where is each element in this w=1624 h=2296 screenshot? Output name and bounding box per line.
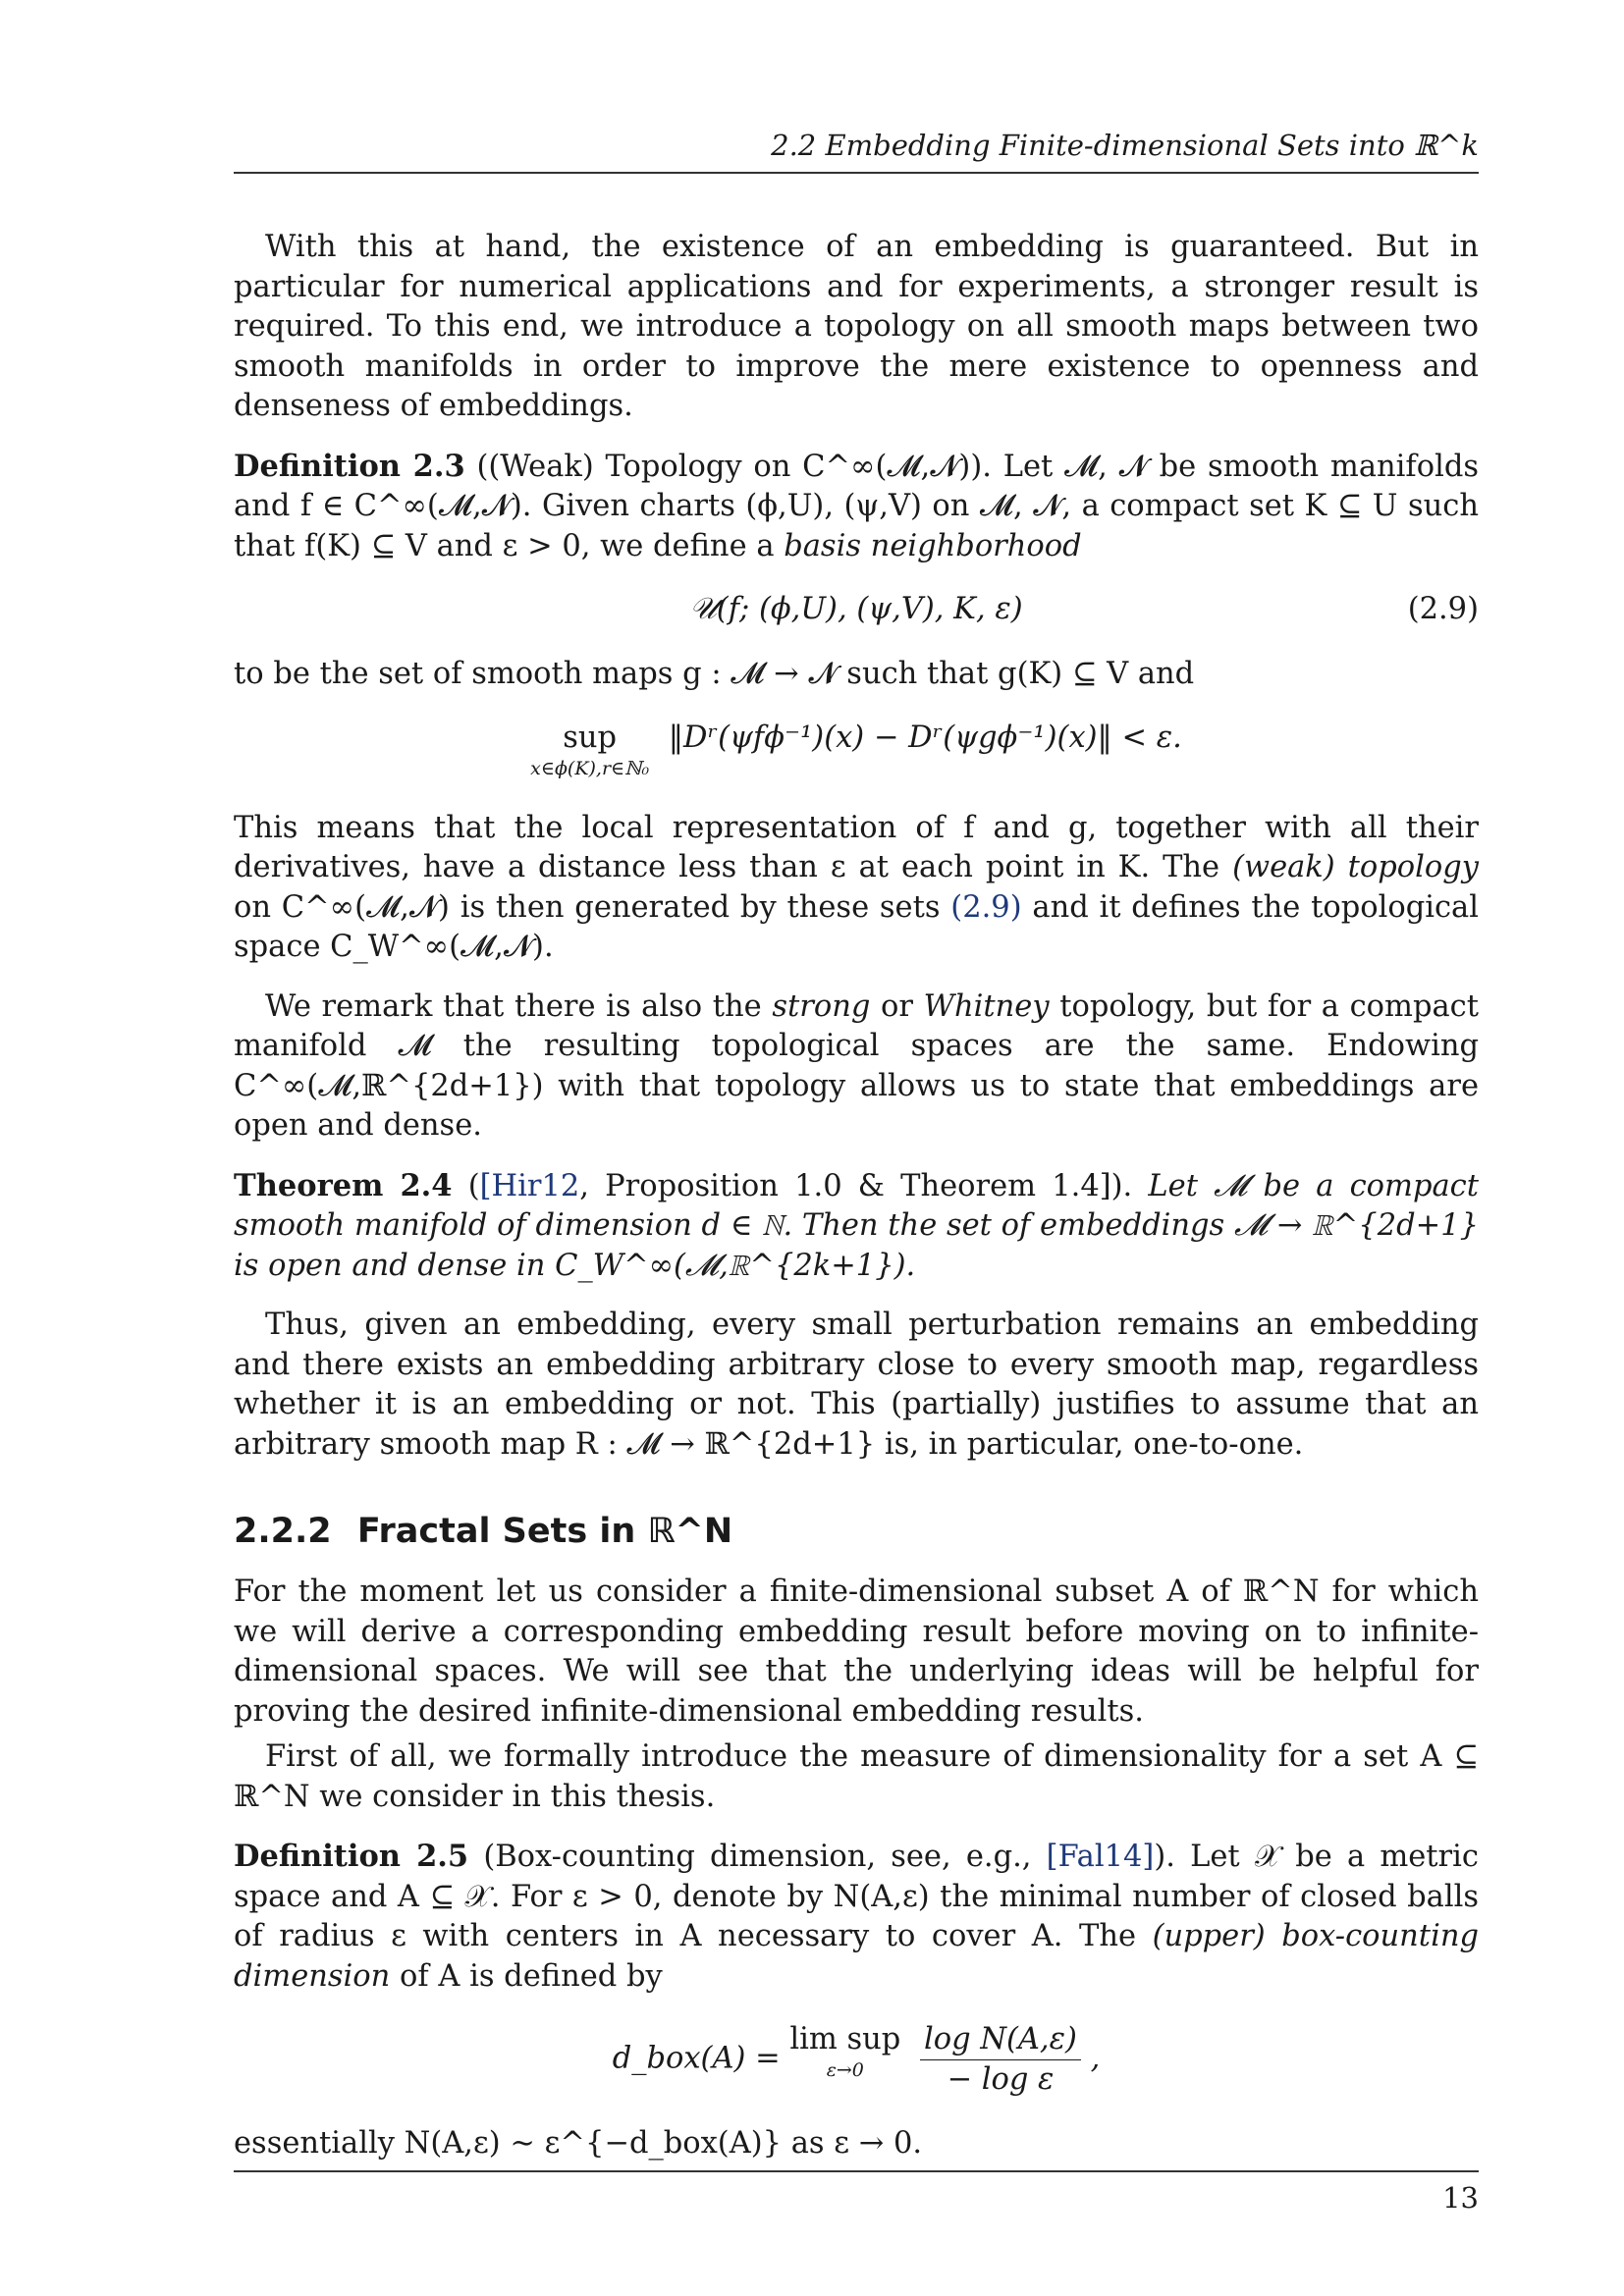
definition-2-3-explanation: This means that the local representation of f and g, together with all their derivatives, have a distance less than ε at each point in K. The (weak) topology on C^∞(𝓜,𝓝) is then generated by these sets (2.9) and it defines the topological space C_W^∞(𝓜,𝓝). [234,810,1479,964]
theorem-label: Theorem 2.4 [234,1167,453,1203]
definition-label: Definition 2.5 [234,1839,469,1874]
citation-link-fal14[interactable]: [Fal14] [1046,1840,1155,1874]
citation-link-hir12[interactable]: [Hir12 [479,1168,580,1203]
dbox-lhs: d_box(A) = [612,2041,790,2076]
page-body [234,228,1479,2184]
theorem-statement: Let 𝓜 be a compact smooth manifold of dimension d ∈ ℕ. Then the set of embeddings 𝓜 → ℝ^{2d+1} is open and dense in C_W^∞(𝓜,ℝ^{2k+1}). [234,1168,1480,1283]
sup-condition-equation [234,701,1479,803]
definition-title: ((Weak) Topology on C^∞(𝓜,𝓝)). [476,449,992,484]
paragraph-first: First of all, we formally introduce the measure of dimensionality for a set A ⊆ ℝ^N we consider in this thesis. [234,1739,1479,1814]
theorem-2-4: Theorem 2.4 ([Hir12, Proposition 1.0 & Theorem 1.4]). Let 𝓜 be a compact smooth manifold of dimension d ∈ ℕ. Then the set of embeddings 𝓜 → ℝ^{2d+1} is open and dense in C_W^∞(𝓜,ℝ^{2k+1}). [234,1167,1480,1283]
running-header: 2.2 Embedding Finite-dimensional Sets into ℝ^k [771,129,1479,162]
definition-text: Let 𝓜, 𝓝 be smooth manifolds and f ∈ C^∞(𝓜,𝓝). Given charts (ϕ,U), (ψ,V) on 𝓜, 𝓝, a compact set K ⊆ U such that f(K) ⊆ V and ε > 0, we define a [234,449,1479,563]
sup-body: ‖Dʳ(ψfϕ⁻¹)(x) − Dʳ(ψgϕ⁻¹)(x)‖ < ε. [668,720,1182,755]
sup-operator: sup x∈ϕ(K),r∈ℕ₀ [530,720,650,779]
definition-term: basis neighborhood [784,528,1082,563]
section-number: 2.2.2 [234,1512,332,1551]
paragraph-moment: For the moment let us consider a finite-dimensional subset A of ℝ^N for which we will derive a corresponding embedding result before moving on to infinite-dimensional spaces. We will see that the underlying ideas will be helpful for proving the desired infinite-dimensional embedding results. [234,1575,1479,1729]
fraction-denominator: − log ε [947,2062,1055,2097]
header-rule [234,172,1479,174]
footer-rule [234,2170,1479,2172]
box-dimension-equation: d_box(A) = lim sup ε→0 $\frac{\text{log N(A,ε)}}{\text{− log ε}}$ , [234,2002,1479,2118]
section-heading [234,1510,1479,1553]
paragraph-final: essentially N(A,ε) ∼ ε^{−d_box(A)} as ε → 0. [234,2126,923,2161]
page-number: 13 [1442,2181,1479,2215]
paragraph-remark: We remark that there is also the strong or Whitney topology, but for a compact manifold 𝓜 the resulting topological spaces are the same. Endowing C^∞(𝓜,ℝ^{2d+1}) with that topology allows us to state that embeddings are open and dense. [234,988,1480,1143]
box-counting-term: (upper) box-counting dimension [234,1919,1479,1994]
equation-label: (2.9) [1407,592,1479,626]
definition-label: Definition 2.3 [234,448,465,484]
sup-subscript: x∈ϕ(K),r∈ℕ₀ [530,757,650,779]
paragraph-intro: With this at hand, the existence of an embedding is guaranteed. But in particular for numerical applications and for experiments, a stronger result is required. To this end, we introduce a topology on all smooth maps between two smooth manifolds in order to improve the mere existence to openness and denseness of embeddings. [234,230,1479,423]
equation-2-9 [234,572,1479,649]
definition-2-5: Definition 2.5 (Box-counting dimension, see, e.g., [Fal14]). Let 𝒳 be a metric space and A ⊆ 𝒳. For ε > 0, denote by N(A,ε) the minimal number of closed balls of radius ε with centers in A necessary to cover A. The (upper) box-counting dimension of A is defined by [234,1839,1479,1994]
definition-2-3-continued: to be the set of smooth maps g : 𝓜 → 𝓝 such that g(K) ⊆ V and [234,657,1195,691]
fraction-numerator: log N(A,ε) [920,2020,1081,2060]
definition-2-3 [234,447,1479,567]
paragraph-thus: Thus, given an embedding, every small perturbation remains an embedding and there exists an embedding arbitrary close to every smooth map, regardless whether it is an embedding or not. This (partially) justifies to assume that an arbitrary smooth map R : 𝓜 → ℝ^{2d+1} is, in particular, one-to-one. [234,1308,1479,1462]
section-title: Fractal Sets in ℝ^N [356,1512,733,1551]
equation-reference-link[interactable]: (2.9) [950,889,1022,925]
dbox-fraction [920,2020,1081,2100]
weak-topology-term: (weak) topology [1232,850,1479,884]
limsup-operator: lim sup ε→0 [789,2022,901,2081]
limsup-subscript: ε→0 [826,2059,864,2081]
equation-body: 𝒰(f; (ϕ,U), (ψ,V), K, ε) [689,592,1023,626]
